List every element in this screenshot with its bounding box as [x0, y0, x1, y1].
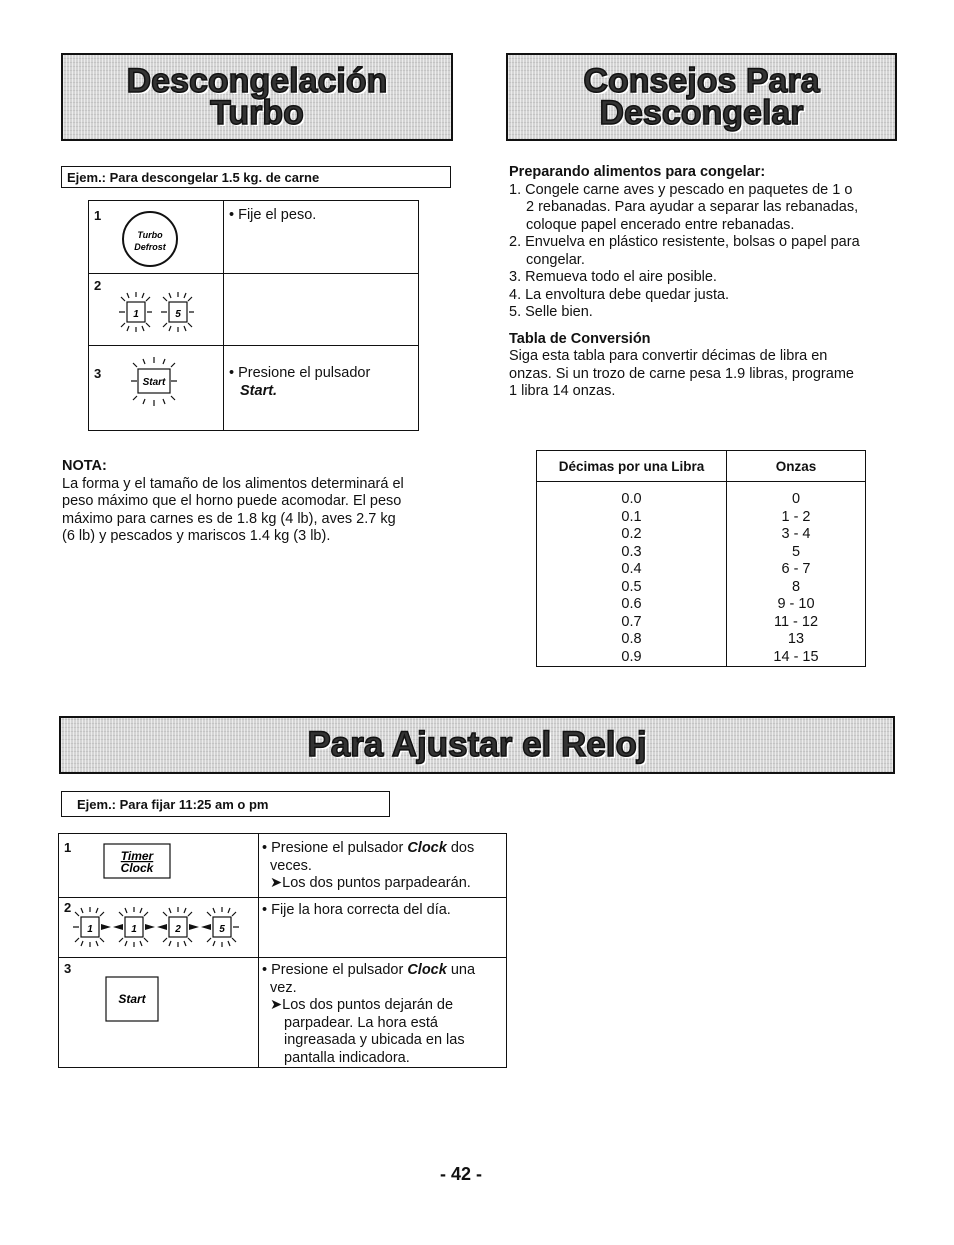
reloj-example-header: Ejem.: Para fijar 11:25 am o pm [61, 791, 390, 817]
nota-line: La forma y el tamaño de los alimentos determinará el [62, 475, 404, 492]
turbo-example-header: Ejem.: Para descongelar 1.5 kg. de carne [61, 166, 451, 188]
time-digit-4: 5 [219, 924, 225, 935]
conversion-row [537, 631, 866, 649]
reloj-step-2-number: 2 [64, 900, 72, 915]
consejos-item-line: 2 rebanadas. Para ayudar a separar las rebanadas, [526, 199, 859, 215]
turbo-button-label-2: Defrost [134, 242, 166, 252]
time-digit-3: 2 [175, 924, 181, 935]
reloj-step-1-text [262, 840, 474, 893]
reloj-step-3-number: 3 [64, 961, 72, 976]
reloj-step-3-line: una [446, 962, 476, 978]
consejos-heading: Preparando alimentos para congelar: [509, 164, 766, 180]
conversion-row [537, 579, 866, 597]
reloj-step-3-line: vez. [270, 979, 297, 996]
time-digit-2: 1 [131, 924, 137, 935]
conversion-decimal-cell: 0.5 [537, 579, 727, 597]
banner-consejos-line2: Descongelar [599, 94, 804, 132]
conversion-table [536, 450, 866, 667]
reloj-step-1-clock: Clock [407, 840, 447, 856]
reloj-step-3-line: ingreasada y ubicada en las [284, 1032, 465, 1048]
consejos-item: 5. Selle bien. [509, 304, 593, 320]
conversion-ounces-cell: 6 - 7 [781, 561, 811, 577]
time-digit-1: 1 [87, 924, 93, 935]
turbo-start-label: Start [142, 377, 166, 388]
nota-line: peso máximo que el horno puede acomodar. El peso [62, 493, 402, 509]
tabla-text: 1 libra 14 onzas. [509, 383, 616, 399]
conversion-ounces-cell: 8 [791, 578, 801, 595]
reloj-step-3-line: • Presione el pulsador [262, 962, 408, 978]
reloj-step-3-line: ➤Los dos puntos dejarán de [270, 997, 454, 1013]
consejos-item [509, 234, 899, 269]
banner-consejos [506, 53, 897, 141]
time-digit-keys-icon [67, 900, 257, 954]
weight-digit-1: 1 [133, 309, 139, 320]
banner-turbo-line1: Descongelación [126, 61, 388, 100]
reloj-steps-table [58, 833, 507, 1068]
conversion-decimal-cell: 0.8 [537, 631, 727, 649]
reloj-start-button-icon [105, 975, 163, 1023]
reloj-step-1-number: 1 [64, 840, 72, 855]
reloj-step-3-line: pantalla indicadora. [284, 1049, 410, 1066]
consejos-item-line: congelar. [526, 251, 585, 268]
consejos-item-line: 2. Envuelva en plástico resistente, bolsas o papel para [509, 234, 860, 250]
turbo-step-3-start: Start. [240, 382, 278, 399]
clock-label: Clock [120, 861, 154, 875]
conversion-row [537, 482, 866, 509]
weight-digit-2: 5 [175, 309, 181, 320]
conversion-decimal-cell: 0.0 [537, 482, 727, 509]
turbo-button-label-1: Turbo [137, 230, 163, 240]
conversion-ounces-cell: 3 - 4 [781, 526, 811, 542]
conversion-ounces-cell: 0 [791, 491, 801, 507]
banner-turbo-defrost [61, 53, 453, 141]
tabla-heading: Tabla de Conversión [509, 330, 651, 347]
conversion-decimal-cell: 0.1 [537, 509, 727, 527]
conversion-ounces-cell: 9 - 10 [777, 596, 815, 612]
nota-heading: NOTA: [62, 458, 107, 474]
conversion-ounces-cell: 13 [787, 631, 805, 647]
reloj-step-3-text [262, 962, 475, 1067]
reloj-step-2-text: • Fije la hora correcta del día. [262, 902, 451, 918]
conversion-row [537, 596, 866, 614]
reloj-step-3-clock: Clock [407, 962, 447, 978]
consejos-item [509, 182, 899, 235]
conversion-ounces-cell: 14 - 15 [773, 648, 819, 665]
tabla-text: Siga esta tabla para convertir décimas de libra en [509, 348, 828, 364]
banner-reloj-title: Para Ajustar el Reloj [307, 725, 647, 765]
turbo-steps-table [88, 200, 419, 431]
nota-line: máximo para carnes es de 1.8 kg (4 lb), aves 2.7 kg [62, 510, 396, 527]
reloj-start-label: Start [118, 992, 146, 1006]
tabla-text: onzas. Si un trozo de carne pesa 1.9 libras, programe [509, 365, 854, 382]
conversion-row [537, 561, 866, 579]
conversion-decimal-cell: 0.3 [537, 544, 727, 562]
turbo-step-1-text: • Fije el peso. [229, 207, 317, 223]
consejos-item-line: 1. Congele carne aves y pescado en paquetes de 1 o [509, 181, 853, 198]
nota-section [62, 458, 462, 546]
conversion-decimal-cell: 0.9 [537, 649, 727, 667]
turbo-defrost-button-icon [115, 208, 187, 270]
weight-digit-keys-icon [113, 287, 213, 337]
reloj-step-3-line: parpadear. La hora está [284, 1014, 438, 1031]
turbo-step-2-number: 2 [94, 278, 102, 293]
conversion-row [537, 509, 866, 527]
conversion-row [537, 526, 866, 544]
consejos-item: 4. La envoltura debe quedar justa. [509, 286, 730, 303]
conversion-decimal-cell: 0.2 [537, 526, 727, 544]
reloj-step-1-line: dos [446, 840, 475, 856]
reloj-step-1-line: • Presione el pulsador [262, 840, 408, 856]
conversion-header-decimas: Décimas por una Libra [537, 451, 727, 482]
reloj-step-1-line: veces. [270, 857, 312, 874]
consejos-item-line: coloque papel encerado entre rebanadas. [526, 216, 795, 233]
turbo-step-3-number: 3 [94, 366, 102, 381]
banner-reloj [59, 716, 895, 774]
consejos-section [509, 164, 899, 401]
conversion-decimal-cell: 0.6 [537, 596, 727, 614]
nota-line: (6 lb) y pescados y mariscos 1.4 kg (3 lb). [62, 528, 331, 544]
conversion-decimal-cell: 0.7 [537, 614, 727, 632]
timer-clock-button-icon [103, 842, 173, 882]
conversion-ounces-cell: 1 - 2 [781, 508, 811, 525]
conversion-row [537, 649, 866, 667]
conversion-row [537, 614, 866, 632]
turbo-step-3-line: • Presione el pulsador [229, 365, 371, 381]
consejos-item: 3. Remueva todo el aire posible. [509, 269, 717, 285]
turbo-step-1-number: 1 [94, 208, 102, 223]
turbo-start-button-icon [121, 353, 187, 413]
turbo-step-3-text [229, 365, 370, 400]
banner-consejos-line1: Consejos Para [583, 61, 820, 100]
conversion-ounces-cell: 11 - 12 [773, 613, 819, 630]
conversion-row [537, 544, 866, 562]
conversion-body [537, 482, 866, 667]
banner-turbo-line2: Turbo [210, 94, 304, 132]
reloj-step-1-line: ➤Los dos puntos parpadearán. [270, 875, 471, 891]
conversion-header-onzas: Onzas [727, 451, 866, 482]
page-number: - 42 - [440, 1164, 483, 1184]
conversion-ounces-cell: 5 [791, 543, 801, 560]
timer-label: Timer [120, 849, 154, 863]
conversion-decimal-cell: 0.4 [537, 561, 727, 579]
